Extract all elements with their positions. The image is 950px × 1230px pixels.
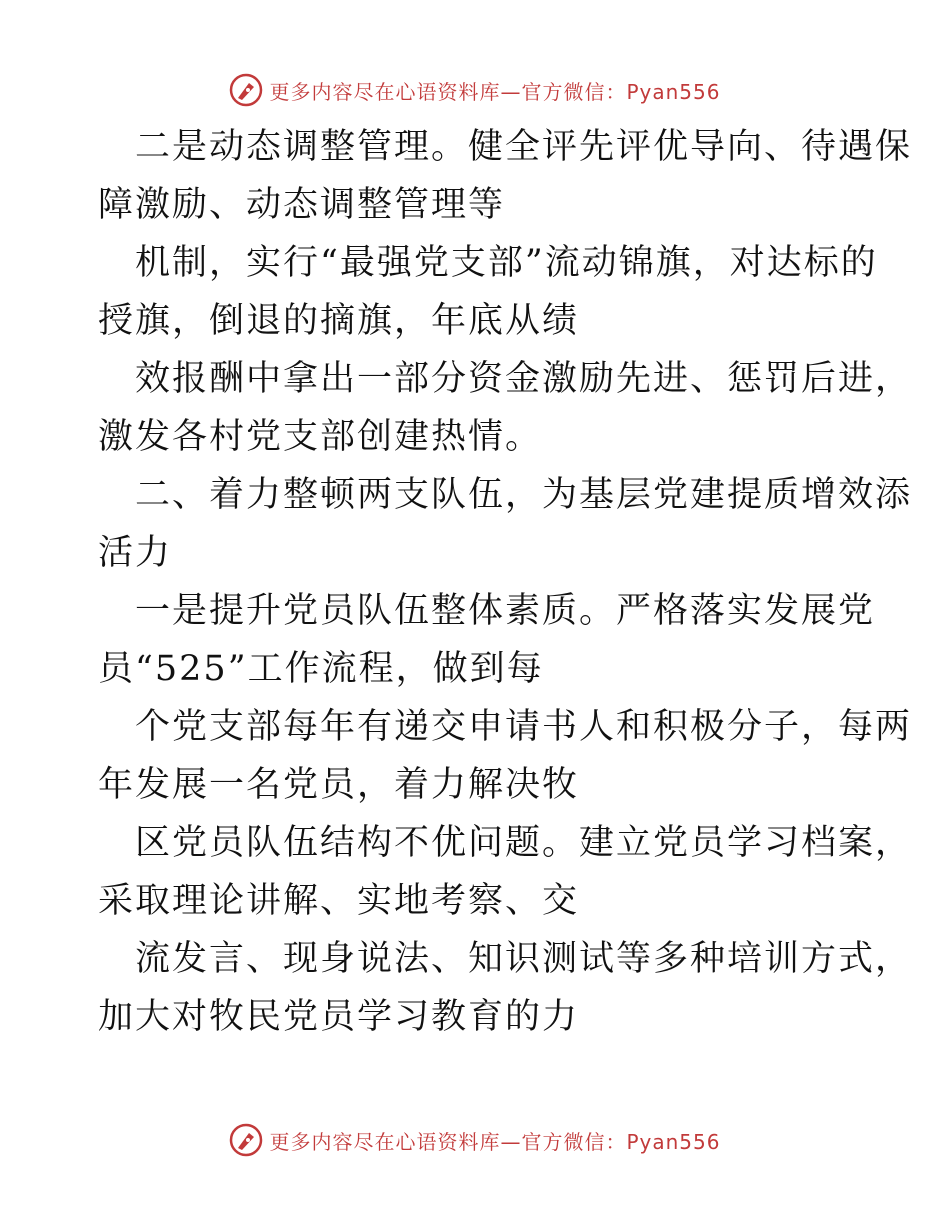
paragraph-line: 机制，实行“最强党支部”流动锦旗，对达标的 (135, 243, 878, 283)
footer-watermark (0, 1120, 950, 1160)
pen-nib-icon (229, 1123, 263, 1157)
paragraph-line: 二、着力整顿两支队伍，为基层党建提质增效添 (135, 475, 913, 515)
header-watermark (0, 70, 950, 110)
paragraph-2 (98, 234, 878, 350)
paragraph-1 (98, 118, 913, 234)
paragraph-line: 流发言、现身说法、知识测试等多种培训方式， (135, 939, 913, 979)
paragraph-6 (98, 698, 913, 814)
paragraph-line: 障激励、动态调整管理等 (98, 185, 506, 225)
paragraph-line: 区党员队伍结构不优问题。建立党员学习档案， (135, 823, 913, 863)
paragraph-line: 年发展一名党员，着力解决牧 (98, 765, 580, 805)
paragraph-line: 二是动态调整管理。健全评先评优导向、待遇保 (135, 127, 913, 167)
document-body (98, 118, 913, 1046)
paragraph-line: 采取理论讲解、实地考察、交 (98, 881, 580, 921)
paragraph-line: 效报酬中拿出一部分资金激励先进、惩罚后进， (135, 359, 913, 399)
paragraph-line: 活力 (98, 533, 173, 573)
paragraph-line: 加大对牧民党员学习教育的力 (98, 997, 580, 1037)
section-heading (98, 466, 913, 582)
watermark-text: 更多内容尽在心语资料库—官方微信：Pyan556 (269, 1129, 721, 1154)
paragraph-line: 授旗，倒退的摘旗，年底从绩 (98, 301, 580, 341)
pen-nib-icon (229, 73, 263, 107)
paragraph-5 (98, 582, 876, 698)
paragraph-line: 个党支部每年有递交申请书人和积极分子，每两 (135, 707, 913, 747)
paragraph-7 (98, 814, 913, 930)
watermark-text: 更多内容尽在心语资料库—官方微信：Pyan556 (269, 79, 721, 104)
paragraph-line: 员“525”工作流程，做到每 (98, 649, 544, 689)
paragraph-3 (98, 350, 913, 466)
paragraph-line: 一是提升党员队伍整体素质。严格落实发展党 (135, 591, 876, 631)
paragraph-line: 激发各村党支部创建热情。 (98, 417, 543, 457)
paragraph-8 (98, 930, 913, 1046)
